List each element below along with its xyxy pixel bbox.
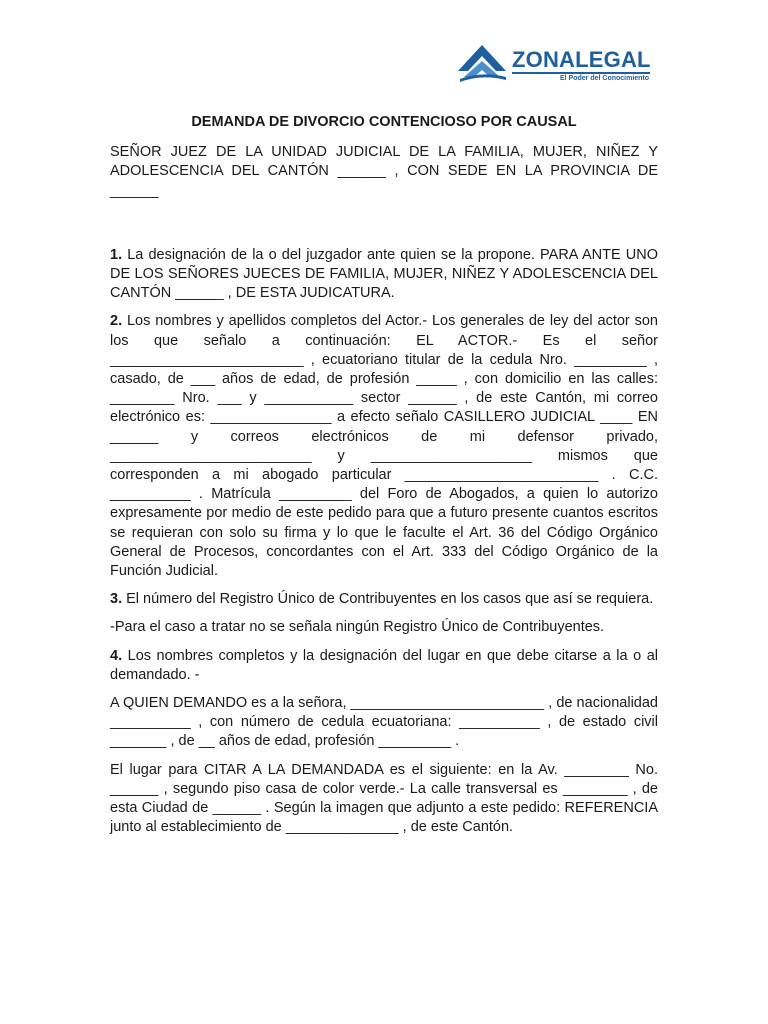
section-2-paragraph: [110, 312, 658, 581]
zonalegal-logo: [456, 43, 656, 93]
demandado-paragraph: A QUIEN DEMANDO es a la señora, ________________________ , de nacionalidad __________ , con número de cedula ecuatoriana: __________ , de estado civil _______ , de __ años de edad, profesión _________ .: [110, 695, 658, 750]
section-1-number: 1.: [110, 246, 123, 263]
logo-name: ZONALEGAL: [512, 47, 651, 72]
document-title: DEMANDA DE DIVORCIO CONTENCIOSO POR CAUSAL: [191, 114, 577, 130]
section-4-text: Los nombres completos y la designación del lugar en que debe citarse a la o al demandado. -: [110, 647, 658, 683]
salutation-paragraph: SEÑOR JUEZ DE LA UNIDAD JUDICIAL DE LA FAMILIA, MUJER, NIÑEZ Y ADOLESCENCIA DEL CANTÓN ______ , CON SEDE EN LA PROVINCIA DE ______: [110, 144, 658, 199]
section-2-number: 2.: [110, 313, 123, 330]
section-3-number: 3.: [110, 591, 123, 608]
section-4-number: 4.: [110, 647, 123, 664]
document-body: [110, 113, 658, 847]
section-4-paragraph: [110, 647, 658, 685]
section-3-text: El número del Registro Único de Contribuyentes en los casos que así se requiera.: [122, 591, 654, 608]
ruc-note-paragraph: -Para el caso a tratar no se señala ningún Registro Único de Contribuyentes.: [110, 619, 605, 636]
logo-tagline: El Poder del Conocimiento: [560, 75, 650, 82]
logo-divider: [512, 72, 650, 74]
logo-mark-icon: [456, 43, 510, 83]
section-3-paragraph: [110, 590, 658, 609]
section-1-paragraph: [110, 246, 658, 304]
section-2-text: Los nombres y apellidos completos del Actor.- Los generales de ley del actor son los que señalo a continuación: EL ACTOR.- Es el señor ________________________ , ecuatoriano titular de la cedula Nro. _________ , casado, de ___ años de edad, de profesión _____ , con domicilio en las calles: ________ Nro. ___ y ___________ sector ______ , de este Cantón, mi correo electrónico es: _______________ a efecto señalo CASILLERO JUDICIAL ____ EN ______ y correos electrónicos de mi defensor privado, _________________________ y ____________________ mismos que corresponden a mi abogado particular ________________________ . C.C. __________ . Matrícula _________ del Foro de Abogados, a quien lo autorizo expresamente por medio de este pedido para que a futuro presente cuantos escritos se requieran con solo su firma y lo que le faculte el Art. 36 del Código Orgánico General de Procesos, concordantes con el Art. 333 del Código Orgánico de la Función Judicial.: [110, 313, 658, 580]
citacion-paragraph: El lugar para CITAR A LA DEMANDADA es el siguiente: en la Av. ________ No. ______ , segundo piso casa de color verde.- La calle transversal es ________ , de esta Ciudad de ______ . Según la imagen que adjunto a este pedido: REFERENCIA junto al establecimiento de ______________ , de este Cantón.: [110, 761, 658, 836]
section-1-text: La designación de la o del juzgador ante quien se la propone. PARA ANTE UNO DE LOS SEÑORES JUECES DE FAMILIA, MUJER, NIÑEZ Y ADOLESCENCIA DEL CANTÓN ______ , DE ESTA JUDICATURA.: [110, 246, 658, 302]
